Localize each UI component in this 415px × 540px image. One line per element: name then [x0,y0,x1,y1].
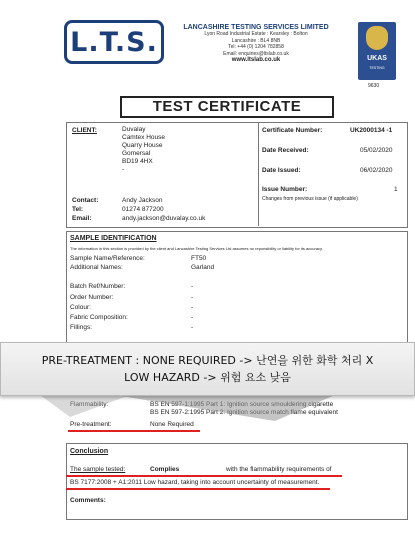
sample-row-label: Fabric Composition: [70,314,128,321]
pretreatment-value: None Required [150,421,194,428]
sample-row-value: - [191,324,194,331]
client-section-divider [258,122,259,226]
conclusion-heading: Conclusion [70,448,109,455]
certificate-title: TEST CERTIFICATE [120,96,334,118]
client-address-5: - [122,166,125,173]
tel-label: Tel: [72,206,84,213]
date-received-label: Date Received: [262,147,309,154]
sample-row-label: Sample Name/Reference: [70,255,145,262]
conclusion-tested-label: The sample tested: [70,466,126,473]
email-value: andy.jackson@duvalay.co.uk [122,215,206,222]
conclusion-highlight-underline-2 [66,488,330,490]
client-address-1: Camtex House [122,134,165,141]
banner-line-1: PRE-TREATMENT : NONE REQUIRED -> 난연을 위한 화학 처리 X [41,354,374,367]
contact-value: Andy Jackson [122,197,163,204]
client-name: Duvalay [122,126,146,133]
issue-number-label: Issue Number: [262,186,308,193]
client-address-3: Gomersal [122,150,151,157]
conclusion-result: Complies [150,466,180,473]
banner-line-2: LOW HAZARD -> 위험 요소 낮음 [124,371,291,384]
ukas-subtext: TESTING [369,66,385,70]
pretreatment-label: Pre-treatment: [70,421,112,428]
client-section-frame [66,122,408,228]
conclusion-statement: with the flammability requirements of [226,466,332,473]
sample-row-value: FT50 [191,255,207,262]
conclusion-highlight-underline-1 [66,475,342,477]
client-address-2: Quarry House [122,142,163,149]
sample-row-label: Fillings: [70,324,93,331]
ukas-number: 9630 [368,83,380,89]
tel-value: 01274 877200 [122,206,164,213]
client-address-4: BD19 4HX [122,158,153,165]
ukas-text: UKAS [367,55,387,62]
sample-note: The information in this section is provided by the client and Lancashire Testing Services Ltd assumes no reponsibility or liability for its accuracy. [70,246,323,251]
contact-label: Contact: [72,197,99,204]
changes-note: Changes from previous issue (if applicable) [262,196,358,202]
flammability-test-2: BS EN 597-2:1995 Part 2: Ignition source match flame equivalent [150,409,338,416]
issue-number-value: 1 [394,186,398,193]
company-info [166,24,346,63]
client-label: CLIENT: [72,127,97,134]
comments-label: Comments: [70,497,106,504]
ukas-badge-icon [358,22,396,80]
flammability-test-1: BS EN 597-1:1995 Part 1: Ignition source smouldering cigarette [150,401,334,408]
date-issued-label: Date Issued: [262,167,301,174]
company-address-2: Lancashire : BL4 8NB [231,37,281,44]
lts-logo: L.T.S. [64,20,164,64]
sample-row-value: - [191,283,194,290]
date-issued-value: 06/02/2020 [360,167,393,174]
sample-row-value: - [191,314,194,321]
sample-row-label: Batch Ref/Number: [70,283,126,290]
banner-pointer [115,395,335,421]
annotation-banner [0,342,415,396]
certificate-number-value: UK2000134 -1 [350,127,393,134]
company-address-1: Lyon Road Industrial Estate : Kearsley : Bolton [204,31,308,37]
date-received-value: 05/02/2020 [360,147,393,154]
sample-row-value: - [191,294,194,301]
company-email: Email: enquiries@ltslab.co.uk [223,50,289,57]
crown-icon [366,26,388,50]
sample-row-value: - [191,304,194,311]
company-name: LANCASHIRE TESTING SERVICES LIMITED [183,24,329,31]
email-label: Email: [72,215,92,222]
company-website: www.ltslab.co.uk [231,57,281,63]
company-tel: Tel: +44 (0) 1204 782858 [228,44,284,50]
sample-heading: SAMPLE IDENTIFICATION [70,235,157,242]
pretreatment-highlight-underline [68,430,200,432]
conclusion-standard: BS 7177:2008 + A1:2011 Low hazard, taking into account uncertainty of measurement. [70,479,320,486]
sample-row-value: Garland [191,264,215,271]
flammability-label: Flammability: [70,401,109,408]
sample-row-label: Order Number: [70,294,114,301]
certificate-number-label: Certificate Number: [262,127,323,134]
sample-row-label: Additional Names: [70,264,123,271]
sample-row-label: Colour: [70,304,91,311]
